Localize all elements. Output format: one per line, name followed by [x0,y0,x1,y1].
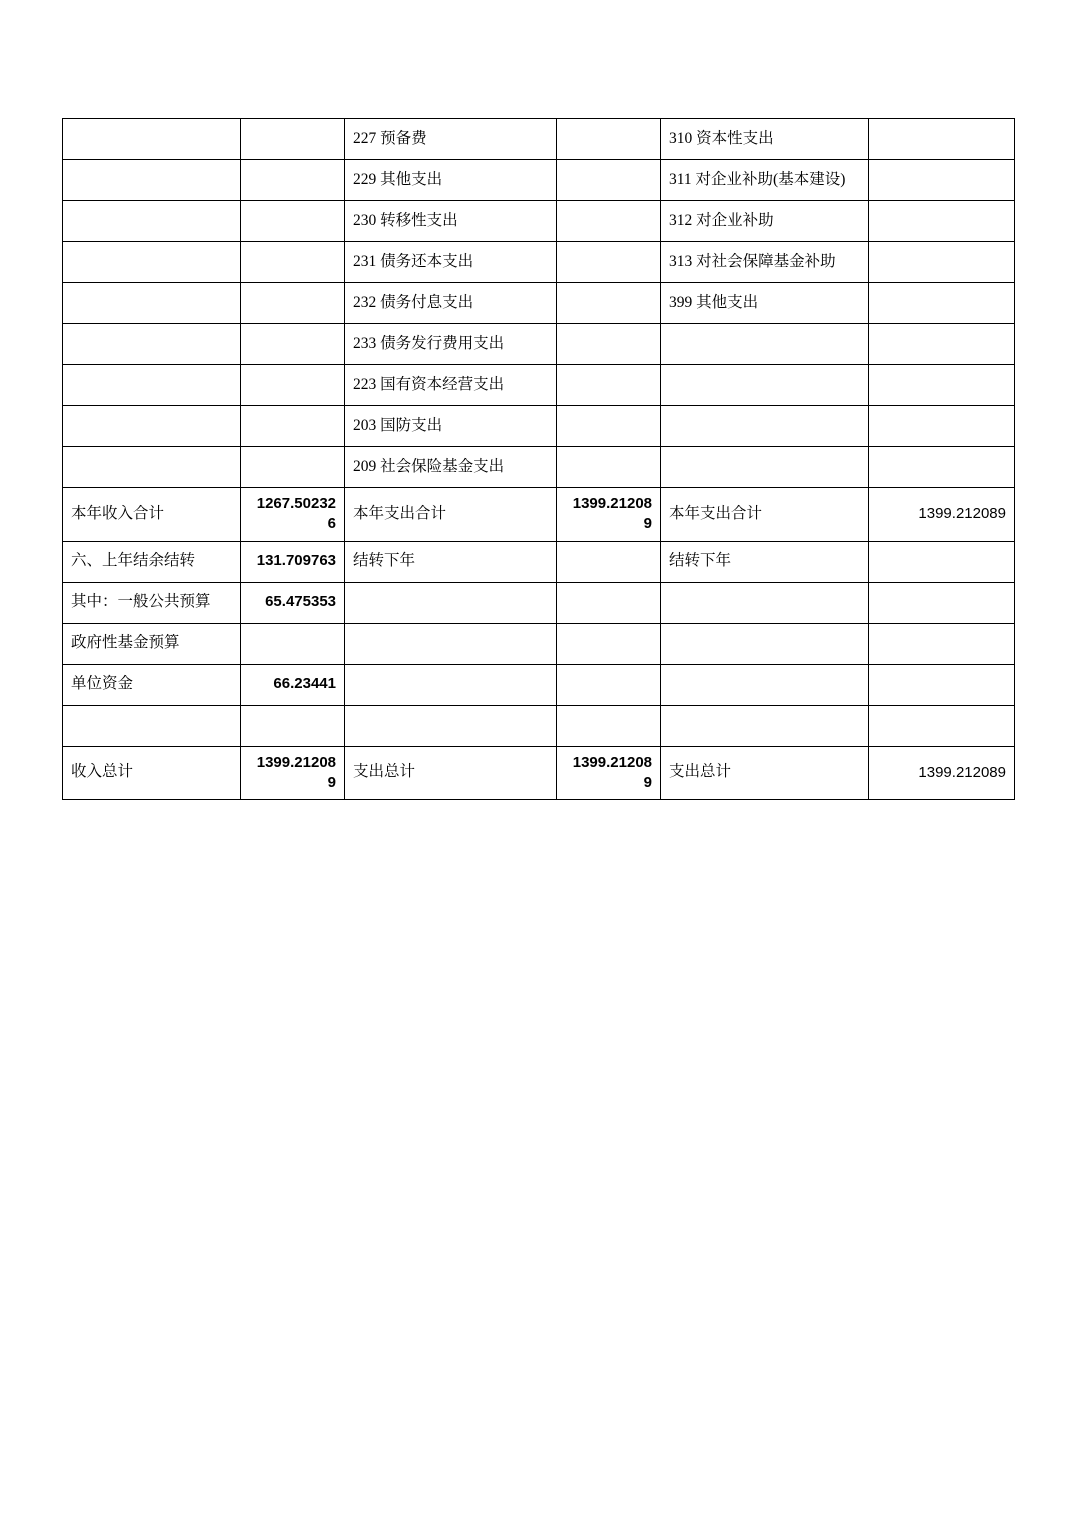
income-item [63,447,241,488]
expense-func-amount [557,365,661,406]
unit-funds-amount: 66.23441 [241,664,345,705]
expense-func-amount [557,160,661,201]
expense-econ-item [661,406,869,447]
table-row-empty [63,705,1015,746]
income-item [63,160,241,201]
expense-func-amount [557,119,661,160]
income-amount [241,242,345,283]
expense-func-total-amount: 1399.212089 [557,488,661,542]
income-amount [241,447,345,488]
expense-func-item: 229 其他支出 [345,160,557,201]
expense-econ-amount [869,119,1015,160]
expense-func-amount [557,324,661,365]
income-item [63,283,241,324]
income-amount [241,283,345,324]
prior-year-carryover-label: 六、上年结余结转 [63,541,241,582]
expense-func-item: 227 预备费 [345,119,557,160]
expense-econ-item: 312 对企业补助 [661,201,869,242]
expense-func-item: 209 社会保险基金支出 [345,447,557,488]
budget-table [62,118,1015,800]
expense-econ-item [661,447,869,488]
carryforward-func-amount [557,541,661,582]
expense-func-item [345,582,557,623]
expense-func-item: 203 国防支出 [345,406,557,447]
expense-func-amount [557,201,661,242]
income-amount [241,201,345,242]
income-item [63,119,241,160]
expense-econ-amount [869,664,1015,705]
table-row [63,541,1015,582]
expense-econ-amount [869,365,1015,406]
income-item [63,406,241,447]
expense-econ-item: 399 其他支出 [661,283,869,324]
table-row [63,324,1015,365]
expense-econ-amount [869,406,1015,447]
prior-year-carryover-amount: 131.709763 [241,541,345,582]
income-item [63,201,241,242]
expense-econ-item: 310 资本性支出 [661,119,869,160]
expense-func-amount [557,664,661,705]
expense-func-amount [557,242,661,283]
table-row [63,447,1015,488]
table-row [63,201,1015,242]
income-amount [241,406,345,447]
expense-econ-amount [869,283,1015,324]
table-body [63,119,1015,800]
expense-func-item [345,705,557,746]
table-row [63,365,1015,406]
general-public-budget-label: 其中：一般公共预算 [63,582,241,623]
unit-funds-label: 单位资金 [63,664,241,705]
table-row [63,623,1015,664]
government-fund-budget-label: 政府性基金预算 [63,623,241,664]
table-row-grand-total [63,746,1015,800]
expense-econ-item [661,582,869,623]
income-amount [241,160,345,201]
income-item [63,242,241,283]
income-amount [241,324,345,365]
income-item [63,365,241,406]
expense-econ-amount [869,242,1015,283]
carryforward-econ-amount [869,541,1015,582]
expense-econ-item [661,664,869,705]
expense-econ-total-amount: 1399.212089 [869,488,1015,542]
expense-func-amount [557,406,661,447]
expense-econ-grand-total-amount: 1399.212089 [869,746,1015,800]
carryforward-econ-label: 结转下年 [661,541,869,582]
expense-econ-amount [869,160,1015,201]
expense-func-item: 223 国有资本经营支出 [345,365,557,406]
expense-econ-item: 313 对社会保障基金补助 [661,242,869,283]
income-total-label: 本年收入合计 [63,488,241,542]
expense-econ-item: 311 对企业补助(基本建设) [661,160,869,201]
expense-econ-total-label: 本年支出合计 [661,488,869,542]
table-row [63,664,1015,705]
income-grand-total-amount: 1399.212089 [241,746,345,800]
expense-func-item: 231 债务还本支出 [345,242,557,283]
expense-econ-grand-total-label: 支出总计 [661,746,869,800]
expense-func-amount [557,447,661,488]
expense-econ-item [661,365,869,406]
table-row [63,283,1015,324]
expense-func-item: 233 债务发行费用支出 [345,324,557,365]
general-public-budget-amount: 65.475353 [241,582,345,623]
income-amount [241,365,345,406]
expense-func-item: 232 债务付息支出 [345,283,557,324]
income-total-amount: 1267.502326 [241,488,345,542]
expense-func-item: 230 转移性支出 [345,201,557,242]
expense-econ-item [661,705,869,746]
expense-func-amount [557,623,661,664]
table-row [63,406,1015,447]
table-row [63,242,1015,283]
expense-econ-item [661,623,869,664]
carryforward-func-label: 结转下年 [345,541,557,582]
income-item [63,705,241,746]
expense-func-amount [557,283,661,324]
government-fund-budget-amount [241,623,345,664]
income-grand-total-label: 收入总计 [63,746,241,800]
expense-econ-amount [869,623,1015,664]
expense-econ-amount [869,705,1015,746]
expense-func-item [345,623,557,664]
income-item [63,324,241,365]
table-row-subtotal [63,488,1015,542]
expense-econ-amount [869,201,1015,242]
expense-econ-amount [869,324,1015,365]
expense-func-item [345,664,557,705]
expense-func-total-label: 本年支出合计 [345,488,557,542]
expense-econ-amount [869,447,1015,488]
expense-func-amount [557,705,661,746]
expense-econ-item [661,324,869,365]
expense-func-amount [557,582,661,623]
table-row [63,582,1015,623]
expense-func-grand-total-label: 支出总计 [345,746,557,800]
income-amount [241,705,345,746]
income-amount [241,119,345,160]
table-row [63,119,1015,160]
table-row [63,160,1015,201]
expense-func-grand-total-amount: 1399.212089 [557,746,661,800]
expense-econ-amount [869,582,1015,623]
